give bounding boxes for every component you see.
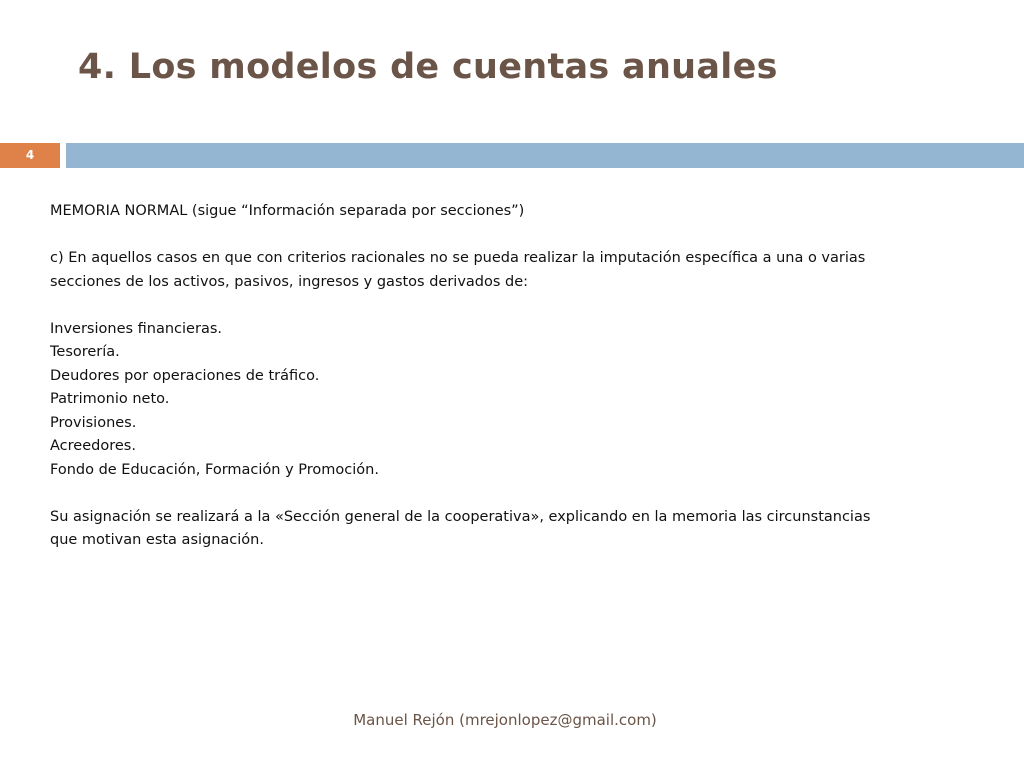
list-item: Fondo de Educación, Formación y Promoción. [50,461,379,478]
slide-footer: Manuel Rejón (mrejonlopez@gmail.com) [353,711,657,729]
spacer [50,482,980,506]
intro-line-1: c) En aquellos casos en que con criterios racionales no se pueda realizar la imputación específica a una o varias [50,250,866,266]
intro-line-2: secciones de los activos, pasivos, ingresos y gastos derivados de: [50,273,529,290]
list-item: Tesorería. [50,344,120,360]
closing-line-2: que motivan esta asignación. [50,532,264,548]
closing-line-1: Su asignación se realizará a la «Sección general de la cooperativa», explicando en la memoria las circunstancias [50,508,871,525]
slide-number-badge: 4 [0,143,60,168]
slide-body [50,200,980,553]
header-accent-bar [66,143,1024,168]
list-item: Patrimonio neto. [50,391,170,407]
memoria-heading: MEMORIA NORMAL (sigue “Información separada por secciones”) [50,203,525,219]
list-item: Deudores por operaciones de tráfico. [50,367,320,384]
list-item: Acreedores. [50,438,136,454]
spacer [50,294,980,318]
list-item: Provisiones. [50,414,137,431]
list-item: Inversiones financieras. [50,320,222,337]
spacer [50,224,980,248]
slide-title: 4. Los modelos de cuentas anuales [78,47,778,87]
